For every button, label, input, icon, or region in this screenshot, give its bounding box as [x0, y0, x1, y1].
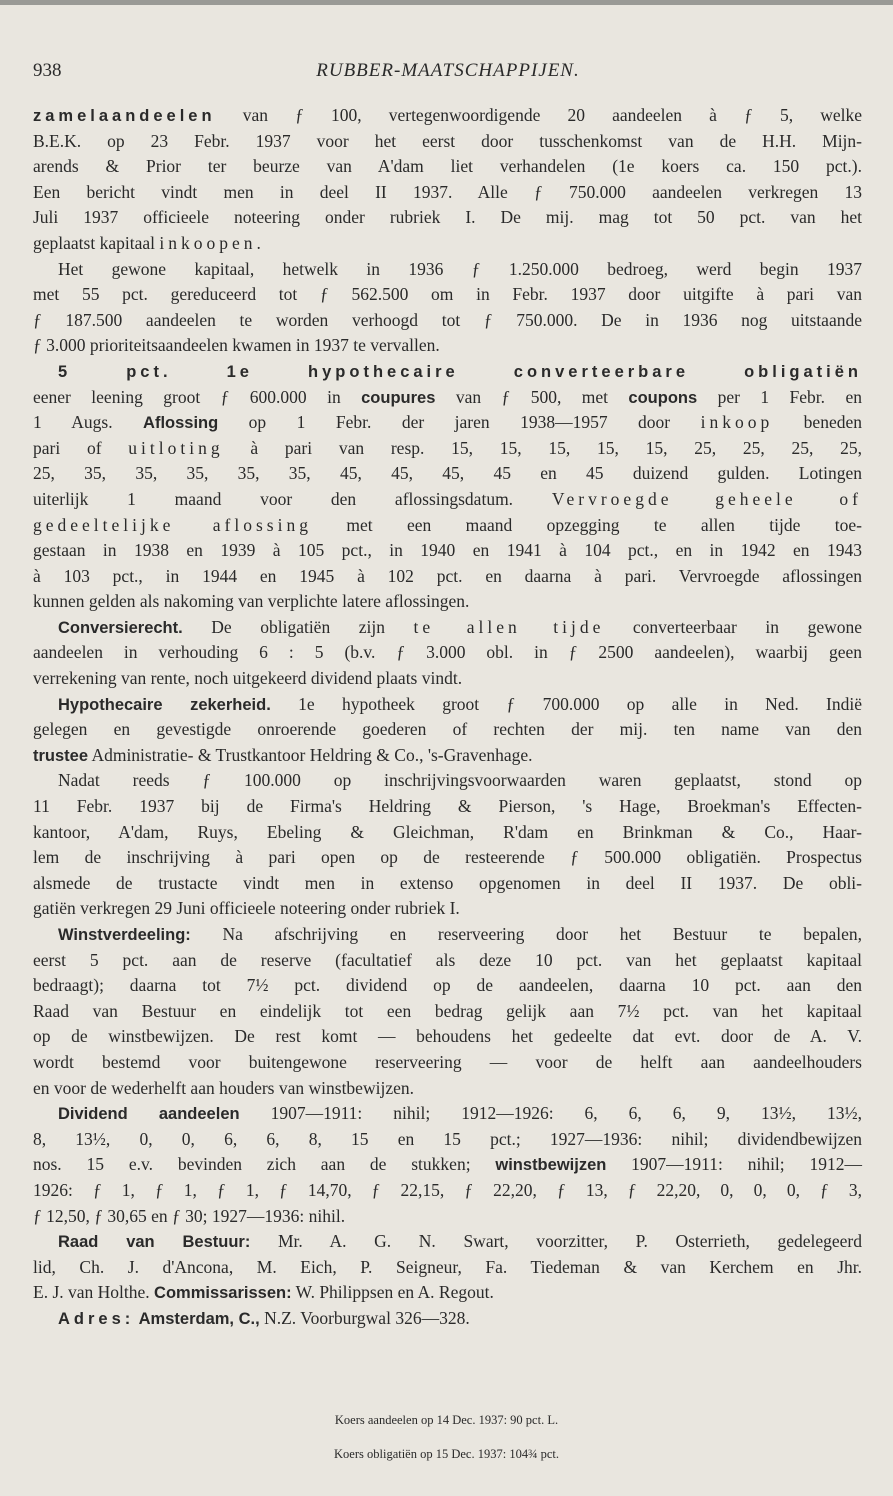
- text-line: [33, 1280, 862, 1306]
- text-run: en voor de wederhelft aan houders van winstbewijzen.: [33, 1077, 414, 1098]
- text-run: pari of: [33, 437, 129, 458]
- text-line: [33, 896, 862, 922]
- text-run: Juli 1937 officieele noteering onder rubriek I. De mij. mag tot 50 pct. van het: [33, 207, 862, 228]
- text-line: [33, 1127, 862, 1153]
- text-line: [33, 820, 862, 846]
- text-line: [33, 1255, 862, 1281]
- text-line: [33, 385, 862, 411]
- emphasized-text: gedeeltelijke aflossing: [33, 514, 312, 535]
- text-line: [33, 257, 862, 283]
- text-run: Raad van Bestuur en eindelijk tot een bedrag gelijk aan 7½ pct. van het kapitaal: [33, 1000, 862, 1021]
- text-run: met een maand opzegging te allen tijde toe-: [311, 514, 862, 535]
- text-line: [33, 154, 862, 180]
- text-run: 11 Febr. 1937 bij de Firma's Heldring & Pierson, 's Hage, Broekman's Effecten-: [33, 796, 862, 817]
- text-run: kunnen gelden als nakoming van verplichte latere aflossingen.: [33, 591, 470, 612]
- text-run: gestaan in 1938 en 1939 à 105 pct., in 1940 en 1941 à 104 pct., en in 1942 en 1943: [33, 540, 862, 561]
- paragraph: [33, 922, 862, 1101]
- text-run: op 1 Febr. der jaren 1938—1957 door: [218, 412, 701, 433]
- text-line: [33, 615, 862, 641]
- emphasized-text: Amsterdam, C.,: [138, 1309, 260, 1328]
- paragraph: [33, 103, 862, 257]
- text-run: lem de inschrijving à pari open op de resteerende ƒ 500.000 obligatiën. Prospectus: [33, 847, 862, 868]
- text-run: alsmede de trustacte vindt men in extenso opgenomen in deel II 1937. De obli-: [33, 872, 862, 893]
- text-line: [33, 282, 862, 308]
- text-line: [33, 973, 862, 999]
- text-run: gatiën verkregen 29 Juni officieele noteering onder rubriek I.: [33, 898, 460, 919]
- text-line: [33, 1306, 862, 1332]
- paragraph: [33, 359, 862, 615]
- text-line: [33, 999, 862, 1025]
- text-line: [33, 1229, 862, 1255]
- text-line: [33, 180, 862, 206]
- text-line: [33, 513, 862, 539]
- text-run: B.E.K. op 23 Febr. 1937 voor het eerst door tusschenkomst van de H.H. Mijn-: [33, 130, 862, 151]
- paragraph: [33, 692, 862, 769]
- text-run: uiterlijk 1 maand voor den aflossingsdatum.: [33, 488, 552, 509]
- text-run: 8, 13½, 0, 0, 6, 6, 8, 15 en 15 pct.; 1927—1936: nihil; dividendbewijzen: [33, 1128, 862, 1149]
- text-line: [33, 538, 862, 564]
- text-line: [33, 461, 862, 487]
- text-line: [33, 129, 862, 155]
- text-run: 25, 35, 35, 35, 35, 35, 45, 45, 45, 45 en 45 duizend gulden. Lotingen: [33, 463, 862, 484]
- running-title: RUBBER-MAATSCHAPPIJEN.: [316, 60, 580, 81]
- text-run: à 103 pct., in 1944 en 1945 à 102 pct. en daarna à pari. Vervroegde aflossingen: [33, 565, 862, 586]
- text-run: E. J. van Holthe.: [33, 1282, 155, 1303]
- text-line: [33, 589, 862, 615]
- text-run: beneden: [773, 412, 862, 433]
- text-line: [33, 103, 862, 129]
- text-run: van ƒ 500, met: [435, 386, 629, 407]
- emphasized-text: Conversierecht.: [58, 618, 183, 637]
- text-line: [33, 1204, 862, 1230]
- text-run: 1926: ƒ 1, ƒ 1, ƒ 1, ƒ 14,70, ƒ 22,15, ƒ 22,20, ƒ 13, ƒ 22,20, 0, 0, 0, ƒ 3,: [33, 1179, 862, 1200]
- text-run: 1e hypotheek groot ƒ 700.000 op alle in Ned. Indië: [270, 693, 863, 714]
- emphasized-text: Aflossing: [143, 414, 219, 433]
- text-run: W. Philippsen en A. Regout.: [291, 1282, 494, 1303]
- koers-obligatien-note: Koers obligatiën op 15 Dec. 1937: 104¾ pct.: [334, 1447, 559, 1461]
- emphasized-text: trustee: [33, 746, 89, 765]
- koers-aandeelen-note: Koers aandeelen op 14 Dec. 1937: 90 pct. L.: [334, 1413, 559, 1427]
- text-line: [33, 1024, 862, 1050]
- emphasized-text: winstbewijzen: [495, 1156, 607, 1175]
- text-line: [33, 794, 862, 820]
- page-body: [33, 103, 862, 1332]
- paragraph: [33, 768, 862, 922]
- text-line: [33, 1178, 862, 1204]
- text-run: Een bericht vindt men in deel II 1937. Alle ƒ 750.000 aandeelen verkregen 13: [33, 181, 862, 202]
- text-run: ƒ 3.000 prioriteitsaandeelen kwamen in 1937 te vervallen.: [33, 335, 440, 356]
- text-run: Na afschrijving en reserveering door het Bestuur te bepalen,: [190, 924, 862, 944]
- text-line: [33, 640, 862, 666]
- text-run: De obligatiën zijn: [182, 616, 414, 637]
- text-line: [33, 359, 862, 385]
- text-run: lid, Ch. J. d'Ancona, M. Eich, P. Seigneur, Fa. Tiedeman & van Kerchem en Jhr.: [33, 1256, 862, 1277]
- text-line: [33, 1050, 862, 1076]
- text-run: Het gewone kapitaal, hetwelk in 1936 ƒ 1.250.000 bedroeg, werd begin 1937: [58, 258, 862, 279]
- text-run: eener leening groot ƒ 600.000 in: [33, 386, 362, 407]
- emphasized-text: Dividend aandeelen: [58, 1105, 240, 1124]
- text-line: [33, 231, 862, 257]
- text-line: [33, 666, 862, 692]
- text-line: [33, 410, 862, 436]
- emphasized-text: Winstverdeeling:: [58, 926, 191, 944]
- text-run: verrekening van rente, noch uitgekeerd dividend plaats vindt.: [33, 668, 463, 689]
- text-run: 1907—1911: nihil; 1912—1926: 6, 6, 6, 9, 13½, 13½,: [239, 1103, 862, 1124]
- text-line: [33, 564, 862, 590]
- text-line: [33, 717, 862, 743]
- text-run: per 1 Febr. en: [697, 386, 862, 407]
- text-run: Administratie- & Trustkantoor Heldring & Co., 's-Gravenhage.: [88, 744, 533, 765]
- text-run: arends & Prior ter beurze van A'dam liet verhandelen (1e koers ca. 150 pct.).: [33, 156, 862, 177]
- text-line: [33, 922, 862, 948]
- text-line: [33, 333, 862, 359]
- emphasized-text: Commissarissen:: [154, 1284, 292, 1303]
- emphasized-text: Adres:: [58, 1309, 135, 1328]
- text-run: wordt bestemd voor buitengewone reserveering — voor de helft aan aandeelhouders: [33, 1051, 862, 1072]
- text-run: nos. 15 e.v. bevinden zich aan de stukken;: [33, 1154, 496, 1175]
- text-run: aandeelen in verhouding 6 : 5 (b.v. ƒ 3.000 obl. in ƒ 2500 aandeelen), waarbij geen: [33, 642, 862, 663]
- text-run: 1 Augs.: [33, 412, 144, 433]
- text-run: converteerbaar in gewone: [604, 616, 862, 637]
- text-line: [33, 871, 862, 897]
- text-run: ƒ 12,50, ƒ 30,65 en ƒ 30; 1927—1936: nihil.: [33, 1205, 346, 1226]
- text-line: [33, 1076, 862, 1102]
- page-number: 938: [33, 60, 62, 81]
- text-run: 1907—1911: nihil; 1912—: [606, 1154, 862, 1175]
- paragraph: [33, 1101, 862, 1229]
- emphasized-text: Hypothecaire zekerheid.: [58, 695, 271, 714]
- text-run: bedraagt); daarna tot 7½ pct. dividend op de aandeelen, daarna 10 pct. aan den: [33, 975, 862, 996]
- text-line: [33, 487, 862, 513]
- text-run: à pari van resp. 15, 15, 15, 15, 15, 25, 25, 25, 25,: [223, 437, 862, 458]
- emphasized-text: coupons: [628, 388, 698, 407]
- emphasized-text: Vervroegde geheele of: [551, 488, 862, 509]
- text-run: gelegen en gevestigde onroerende goederen of rechten der mij. ten name van den: [33, 719, 862, 740]
- text-line: [33, 1152, 862, 1178]
- text-line: [33, 743, 862, 769]
- text-run: van ƒ 100, vertegenwoordigende 20 aandeelen à ƒ 5, welke: [215, 105, 862, 125]
- text-line: [33, 692, 862, 718]
- text-line: [33, 845, 862, 871]
- emphasized-text: coupures: [361, 388, 436, 407]
- paragraph: [33, 257, 862, 359]
- paragraph: [33, 615, 862, 692]
- emphasized-text: zamelaandeelen: [33, 107, 216, 125]
- text-line: [33, 768, 862, 794]
- paragraph: [33, 1229, 862, 1306]
- emphasized-text: Raad van Bestuur:: [58, 1233, 251, 1252]
- emphasized-text: uitloting: [128, 437, 224, 458]
- emphasized-text: te allen tijde: [413, 616, 605, 637]
- text-run: kantoor, A'dam, Ruys, Ebeling & Gleichman, R'dam en Brinkman & Co., Haar-: [33, 821, 862, 842]
- text-line: [33, 308, 862, 334]
- text-run: met 55 pct. gereduceerd tot ƒ 562.500 om in Febr. 1937 door uitgifte à pari van: [33, 284, 862, 305]
- text-line: [33, 436, 862, 462]
- text-line: [33, 1101, 862, 1127]
- emphasized-text: inkoopen.: [159, 232, 265, 253]
- text-run: Mr. A. G. N. Swart, voorzitter, P. Osterrieth, gedelegeerd: [250, 1231, 862, 1252]
- text-line: [33, 205, 862, 231]
- page-top-edge: [0, 0, 893, 5]
- text-run: geplaatst kapitaal: [33, 232, 160, 253]
- paragraph: [33, 1306, 862, 1332]
- text-run: ƒ 187.500 aandeelen te worden verhoogd tot ƒ 750.000. De in 1936 nog uitstaande: [33, 309, 862, 330]
- text-run: op de winstbewijzen. De rest komt — behoudens het gedeelte dat evt. door de A. V.: [33, 1026, 862, 1047]
- text-run: Nadat reeds ƒ 100.000 op inschrijvingsvoorwaarden waren geplaatst, stond op: [58, 770, 862, 791]
- emphasized-text: 5 pct. 1e hypothecaire converteerbare obligatiën: [58, 362, 862, 381]
- emphasized-text: inkoop: [700, 412, 774, 433]
- text-line: [33, 948, 862, 974]
- text-run: N.Z. Voorburgwal 326—328.: [259, 1307, 470, 1328]
- page-header: [33, 60, 863, 88]
- text-run: eerst 5 pct. aan de reserve (facultatief als deze 10 pct. van het geplaatst kapitaal: [33, 949, 862, 970]
